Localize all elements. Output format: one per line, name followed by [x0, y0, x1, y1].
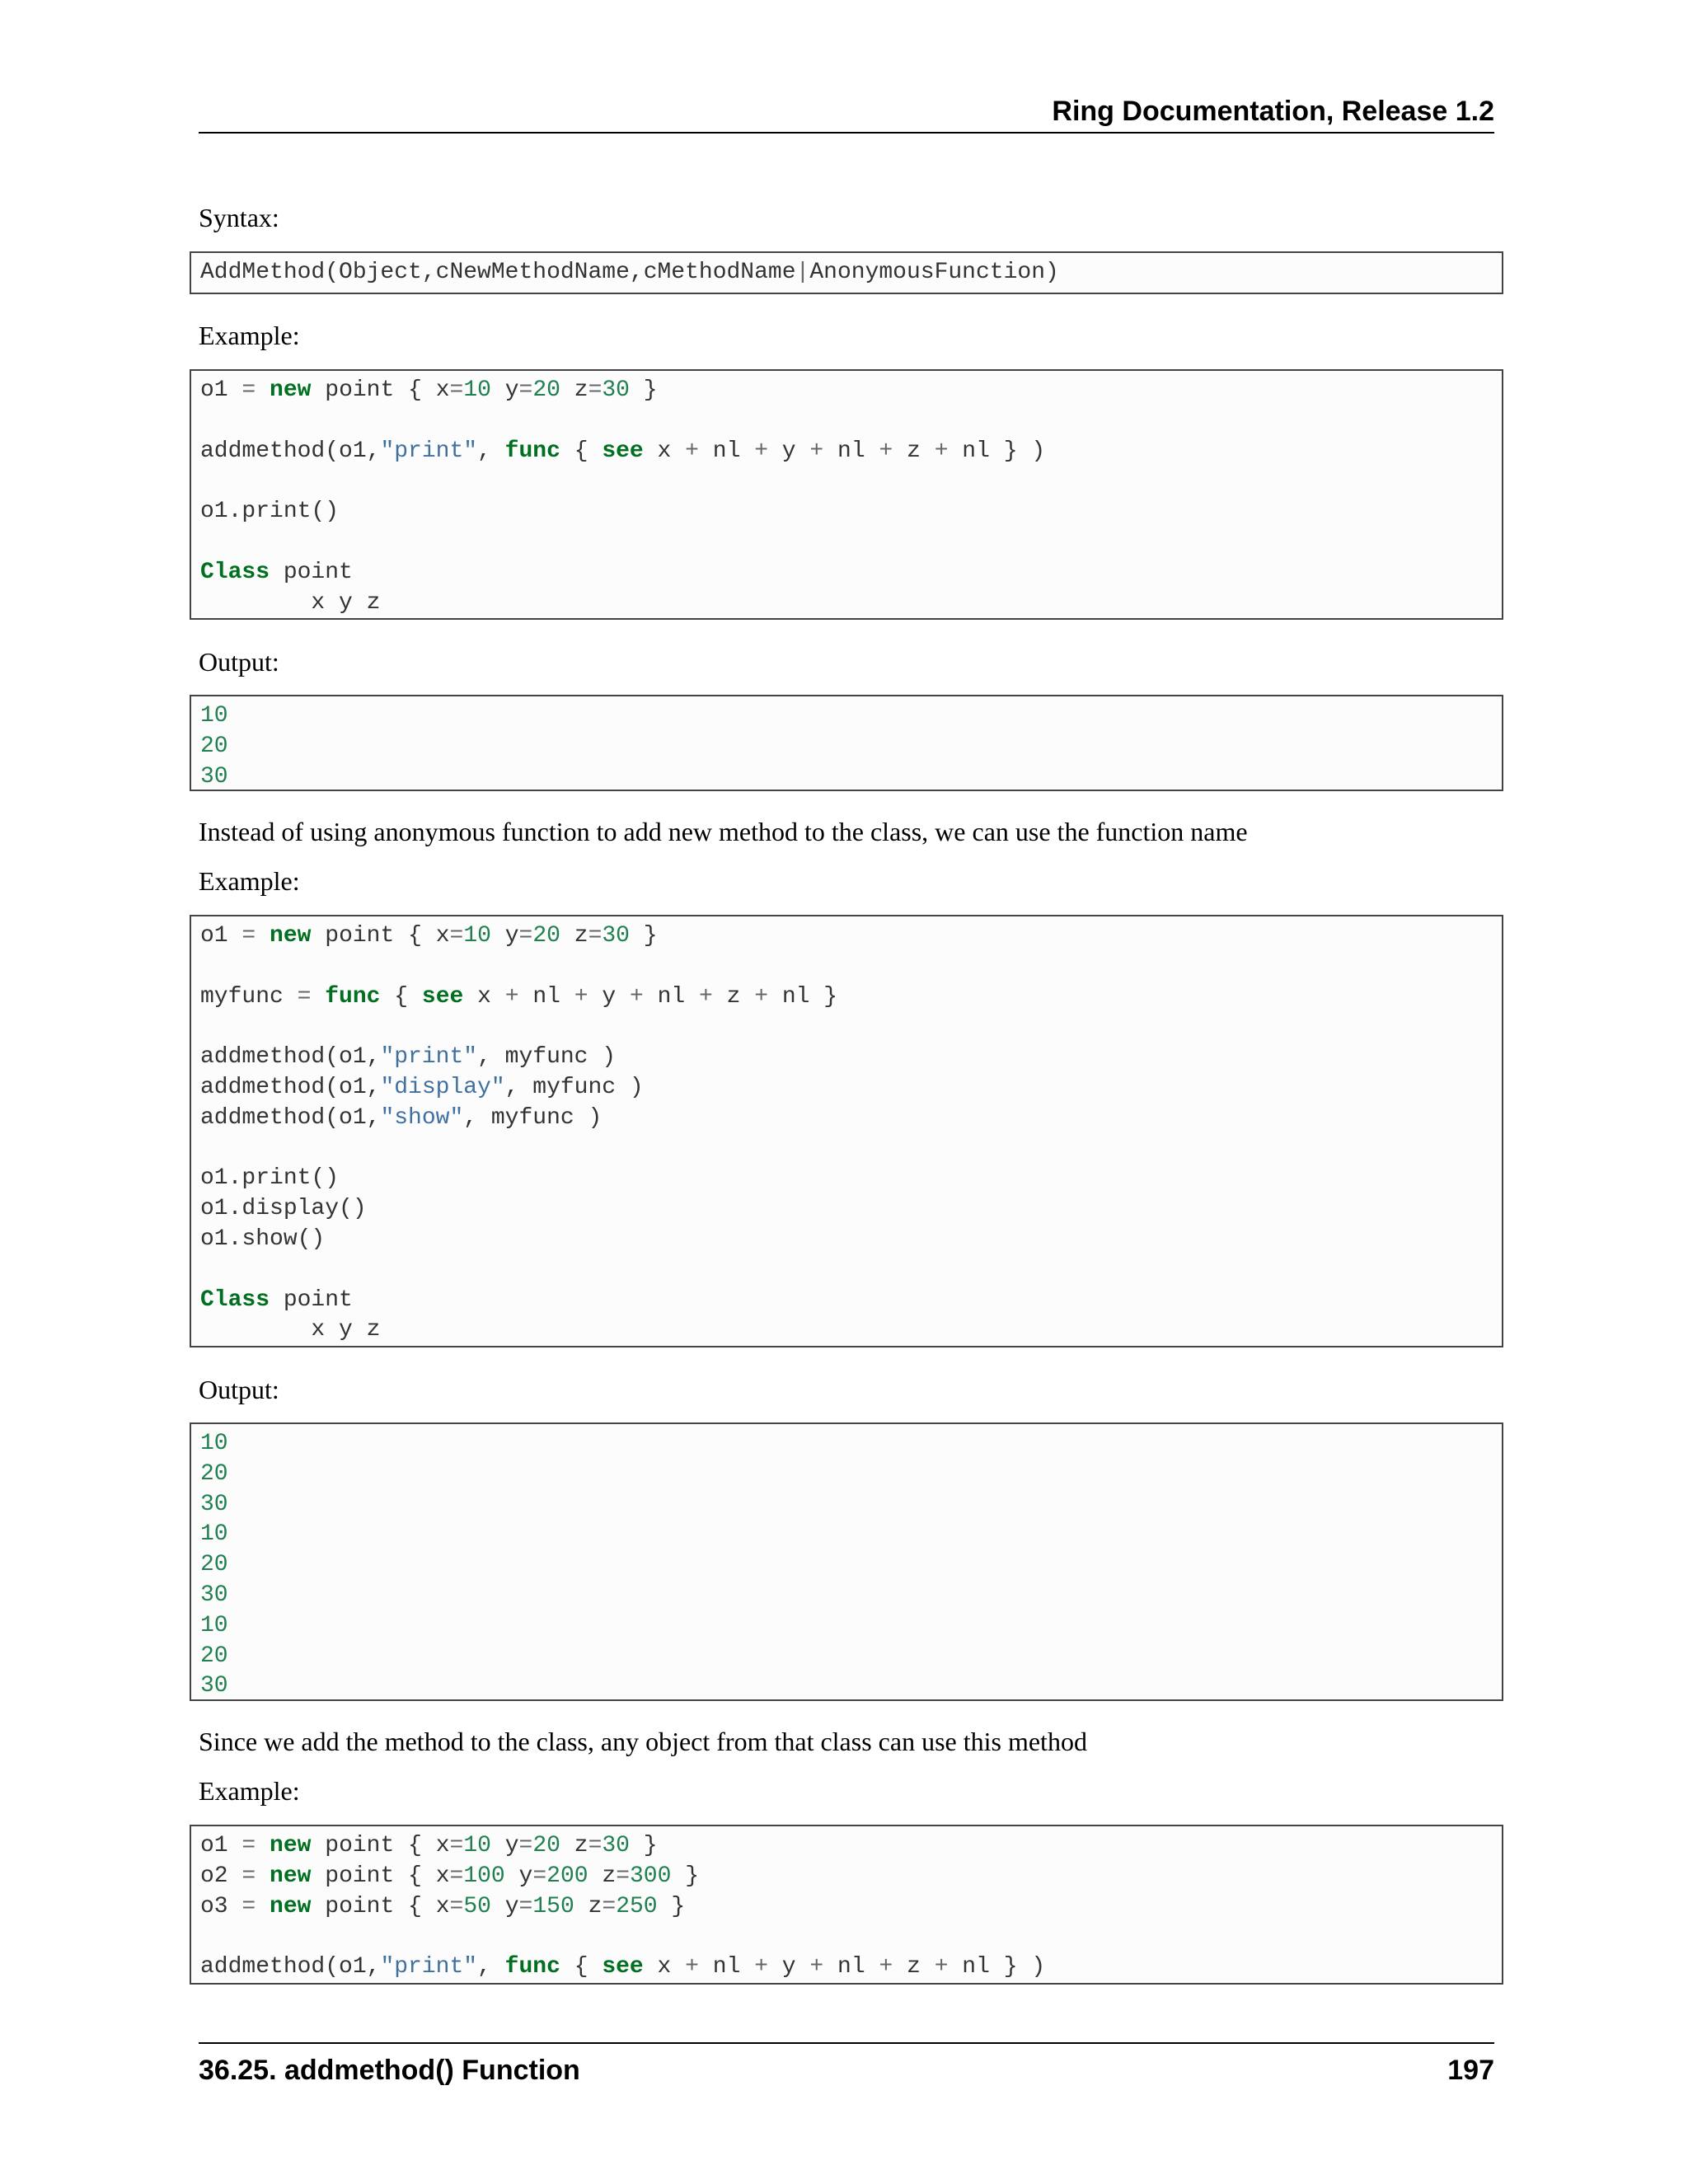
code-line — [200, 732, 1493, 762]
code-text: addmethod(o1, — [200, 438, 381, 464]
code-line — [200, 1611, 1493, 1642]
code-text: z — [560, 377, 588, 403]
code-line — [200, 1952, 1493, 1983]
output-label-2: Output: — [199, 1375, 279, 1404]
code-text: o1.display() — [200, 1196, 367, 1222]
code-operator: = — [518, 377, 533, 403]
code-text: y — [490, 377, 519, 403]
code-number: 20 — [200, 733, 228, 759]
code-text: , — [477, 438, 505, 464]
syntax-label: Syntax: — [199, 203, 279, 232]
code-string: "print" — [380, 1954, 478, 1980]
code-line — [200, 1429, 1493, 1460]
code-text: , — [477, 1954, 505, 1980]
code-text — [311, 984, 325, 1010]
code-line — [200, 1831, 1493, 1862]
code-line — [200, 762, 1493, 791]
code-text: } — [629, 1833, 658, 1858]
code-operator: = — [297, 983, 312, 1010]
code-text: { — [560, 1954, 603, 1980]
code-text — [256, 1833, 270, 1858]
code-operator: + — [934, 438, 949, 464]
code-text: z — [574, 1893, 603, 1919]
code-operator: = — [449, 1833, 464, 1858]
code-text: point { x — [311, 923, 450, 949]
code-text: z — [893, 1954, 935, 1980]
code-line — [200, 1286, 1493, 1316]
code-line — [200, 1642, 1493, 1672]
code-operator: + — [879, 1954, 893, 1980]
code-text: o1 — [200, 923, 242, 949]
code-operator: + — [504, 983, 519, 1010]
code-operator: + — [809, 438, 824, 464]
code-text: nl — [643, 983, 700, 1010]
code-text: AddMethod(Object,cNewMethodName,cMethodName — [200, 260, 796, 285]
code-operator: = — [241, 1893, 256, 1919]
code-line — [200, 921, 1493, 952]
page-number: 197 — [1447, 2055, 1494, 2086]
code-text: x — [643, 438, 686, 464]
code-text: point { x — [311, 1833, 450, 1858]
code-number: 30 — [602, 1833, 630, 1858]
syntax-code-block — [190, 251, 1503, 294]
code-text: y — [490, 923, 519, 949]
running-header: Ring Documentation, Release 1.2 — [199, 91, 1494, 134]
code-operator: = — [588, 923, 603, 949]
code-keyword: new — [270, 1863, 312, 1889]
code-number: 10 — [463, 377, 491, 403]
code-text: nl — [698, 1954, 755, 1980]
code-text: , myfunc ) — [477, 1044, 617, 1071]
code-text: } — [629, 377, 658, 403]
code-operator: + — [685, 1954, 699, 1980]
code-text: { — [560, 438, 603, 464]
code-keyword: see — [602, 438, 644, 464]
code-keyword: func — [325, 983, 381, 1010]
code-text: nl — [823, 438, 879, 464]
code-line — [200, 1460, 1493, 1490]
code-string: "show" — [380, 1104, 464, 1131]
code-line — [200, 1043, 1493, 1073]
code-line — [200, 1134, 1493, 1165]
code-line — [200, 1012, 1493, 1043]
code-number: 20 — [200, 1552, 228, 1578]
code-text: point — [270, 559, 353, 585]
code-operator: | — [795, 260, 810, 285]
code-operator: + — [879, 438, 893, 464]
example-label-3: Example: — [199, 1776, 300, 1806]
code-text — [256, 1894, 270, 1919]
code-keyword: new — [270, 1893, 312, 1919]
code-operator: + — [754, 438, 768, 464]
code-line — [200, 558, 1493, 588]
code-operator: = — [449, 1863, 464, 1889]
code-line — [200, 1104, 1493, 1134]
code-text: y — [768, 1954, 810, 1980]
code-line — [200, 588, 1493, 619]
code-line — [200, 406, 1493, 437]
code-text: o1.print() — [200, 499, 340, 525]
code-text: myfunc — [200, 983, 298, 1010]
code-operator: = — [588, 377, 603, 403]
code-keyword: new — [270, 377, 312, 403]
code-keyword: Class — [200, 1286, 270, 1313]
code-operator: + — [754, 983, 769, 1010]
code-text: nl } ) — [948, 1954, 1046, 1980]
code-text: , myfunc ) — [504, 1074, 644, 1100]
code-text: o3 — [200, 1893, 242, 1919]
code-operator: + — [574, 983, 588, 1010]
code-text: x y z — [200, 1317, 381, 1343]
code-line — [200, 1315, 1493, 1346]
code-text: } — [629, 923, 658, 949]
code-line — [200, 1520, 1493, 1550]
code-text: nl } ) — [948, 438, 1046, 464]
code-operator: = — [518, 1893, 533, 1919]
code-text: addmethod(o1, — [200, 1044, 381, 1071]
code-operator: = — [241, 377, 256, 403]
code-line — [200, 1490, 1493, 1521]
code-operator: + — [754, 1954, 768, 1980]
paragraph-function-name: Instead of using anonymous function to add new method to the class, we can use the function name — [199, 817, 1248, 846]
code-number: 100 — [463, 1863, 505, 1889]
code-keyword: see — [421, 983, 464, 1010]
code-number: 200 — [546, 1863, 588, 1889]
code-text: point { x — [311, 1893, 450, 1919]
code-operator: + — [934, 1954, 949, 1980]
code-keyword: Class — [200, 559, 270, 585]
code-string: "display" — [380, 1074, 505, 1100]
code-line — [200, 1194, 1493, 1225]
code-number: 250 — [616, 1893, 658, 1919]
code-text: o1.print() — [200, 1165, 340, 1192]
code-line — [200, 258, 1493, 288]
code-text: y — [768, 438, 810, 464]
code-number: 30 — [200, 1673, 228, 1699]
code-number: 30 — [602, 377, 630, 403]
code-operator: = — [241, 923, 256, 949]
code-line — [200, 1671, 1493, 1701]
code-keyword: func — [504, 1954, 560, 1980]
code-number: 30 — [200, 1491, 228, 1517]
code-keyword: new — [270, 923, 312, 949]
code-operator: = — [518, 1833, 533, 1858]
code-text: x y z — [200, 589, 381, 616]
code-text: x — [463, 983, 505, 1010]
code-number: 20 — [532, 923, 560, 949]
code-number: 10 — [200, 1521, 228, 1548]
code-line — [200, 527, 1493, 558]
code-text: point { x — [311, 377, 450, 403]
code-number: 20 — [200, 1643, 228, 1669]
output-block-1 — [190, 695, 1503, 791]
code-text: { — [380, 983, 422, 1010]
code-operator: = — [449, 377, 464, 403]
code-keyword: see — [602, 1954, 644, 1980]
code-text: y — [490, 1893, 519, 1919]
code-number: 10 — [200, 703, 228, 729]
code-operator: = — [449, 1893, 464, 1919]
code-operator: = — [616, 1863, 630, 1889]
code-text: y — [504, 1863, 533, 1889]
footer-section-title: 36.25. addmethod() Function — [199, 2055, 580, 2086]
code-text — [256, 923, 270, 949]
code-text: AnonymousFunction) — [809, 260, 1059, 285]
code-text: x — [643, 1954, 686, 1980]
code-text: o1.show() — [200, 1226, 326, 1252]
code-text: nl } — [768, 983, 838, 1010]
code-text: o2 — [200, 1863, 242, 1889]
code-line — [200, 1581, 1493, 1611]
code-text: addmethod(o1, — [200, 1104, 381, 1131]
example-label-1: Example: — [199, 321, 300, 350]
code-line — [200, 952, 1493, 982]
code-text: } — [671, 1863, 700, 1889]
code-operator: = — [588, 1833, 603, 1858]
output-block-2 — [190, 1422, 1503, 1701]
code-string: "print" — [380, 1044, 478, 1071]
code-text: , myfunc ) — [463, 1104, 603, 1131]
code-text — [256, 377, 270, 403]
code-operator: + — [699, 983, 713, 1010]
example-code-block-1 — [190, 369, 1503, 620]
code-number: 150 — [532, 1893, 574, 1919]
code-text: addmethod(o1, — [200, 1954, 381, 1980]
code-text: y — [490, 1833, 519, 1858]
code-text: z — [588, 1863, 617, 1889]
code-line — [200, 376, 1493, 406]
code-text: nl — [698, 438, 755, 464]
code-text: o1 — [200, 1833, 242, 1858]
code-number: 30 — [200, 763, 228, 790]
code-line — [200, 497, 1493, 527]
code-number: 10 — [200, 1431, 228, 1456]
code-number: 20 — [532, 1833, 560, 1858]
code-line — [200, 1073, 1493, 1104]
code-line — [200, 1922, 1493, 1952]
code-operator: = — [532, 1863, 547, 1889]
code-number: 10 — [463, 923, 491, 949]
code-text: z — [893, 438, 935, 464]
code-text: o1 — [200, 377, 242, 403]
paragraph-any-object: Since we add the method to the class, any object from that class can use this method — [199, 1727, 1087, 1756]
code-keyword: new — [270, 1833, 312, 1858]
code-operator: = — [241, 1863, 256, 1889]
code-text: z — [560, 923, 588, 949]
code-text: z — [712, 983, 755, 1010]
code-line — [200, 1862, 1493, 1892]
code-string: "print" — [380, 438, 478, 464]
code-operator: = — [241, 1833, 256, 1858]
code-line — [200, 1164, 1493, 1194]
code-text: nl — [823, 1954, 879, 1980]
code-text: nl — [518, 983, 574, 1010]
running-footer — [199, 2042, 1494, 2087]
example-label-2: Example: — [199, 866, 300, 896]
code-line — [200, 1550, 1493, 1581]
code-line — [200, 701, 1493, 732]
code-text — [256, 1863, 270, 1889]
code-number: 20 — [532, 377, 560, 403]
code-operator: + — [685, 438, 699, 464]
code-number: 10 — [200, 1612, 228, 1638]
code-number: 50 — [463, 1893, 491, 1919]
code-number: 300 — [630, 1863, 672, 1889]
code-text: addmethod(o1, — [200, 1074, 381, 1100]
code-line — [200, 1255, 1493, 1286]
output-label-1: Output: — [199, 647, 279, 677]
code-text: z — [560, 1833, 588, 1858]
code-line — [200, 1225, 1493, 1255]
code-number: 30 — [602, 923, 630, 949]
code-text: y — [588, 983, 630, 1010]
code-line — [200, 437, 1493, 467]
example-code-block-2 — [190, 915, 1503, 1347]
code-text: point { x — [311, 1863, 450, 1889]
code-operator: + — [630, 983, 644, 1010]
code-line — [200, 466, 1493, 497]
code-operator: = — [602, 1893, 617, 1919]
code-text: point — [270, 1286, 353, 1313]
code-operator: = — [518, 923, 533, 949]
code-text: } — [657, 1893, 686, 1919]
code-line — [200, 982, 1493, 1013]
code-number: 20 — [200, 1460, 228, 1487]
code-keyword: func — [504, 438, 560, 464]
code-line — [200, 1892, 1493, 1923]
code-number: 10 — [463, 1833, 491, 1858]
code-operator: = — [449, 923, 464, 949]
code-number: 30 — [200, 1582, 228, 1608]
code-operator: + — [809, 1954, 824, 1980]
example-code-block-3 — [190, 1825, 1503, 1985]
